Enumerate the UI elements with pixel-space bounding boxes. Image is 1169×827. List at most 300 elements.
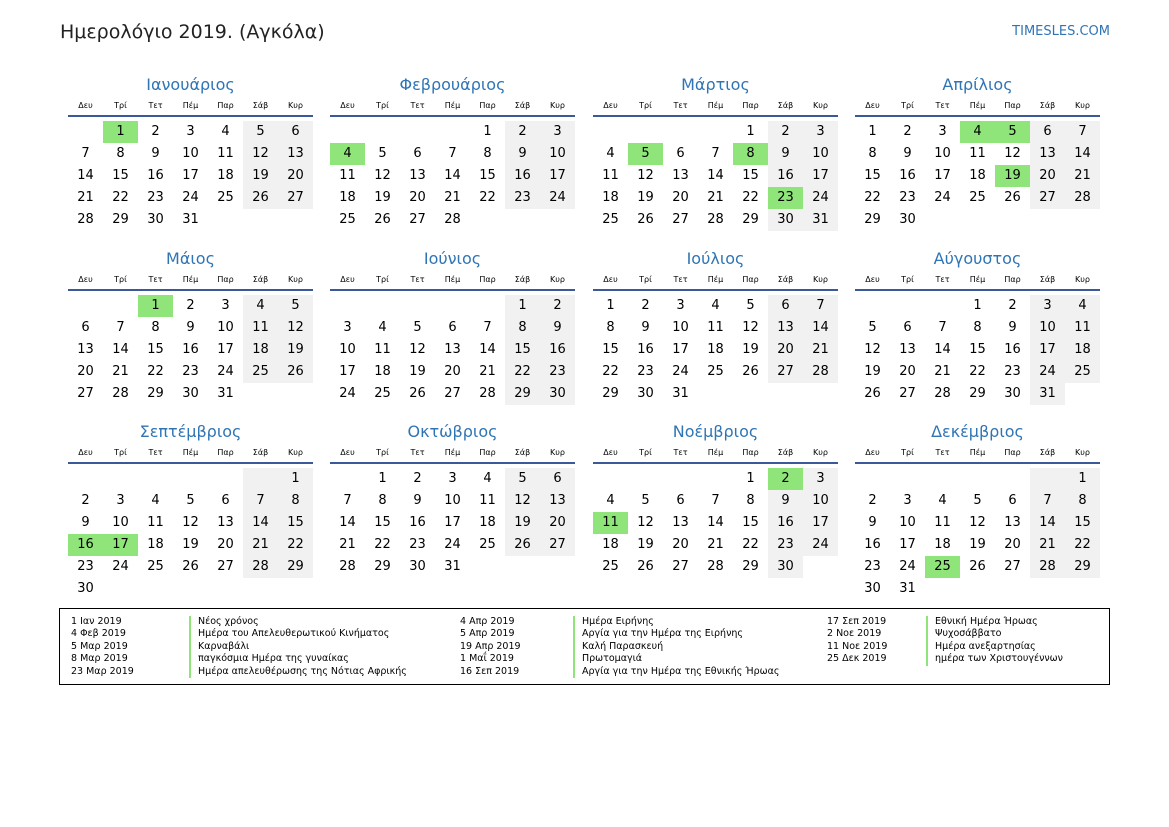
calendar-day[interactable]: 7 [448,146,457,161]
calendar-day[interactable]: 19 [864,364,881,379]
calendar-day[interactable]: 17 [217,342,234,357]
holiday-day[interactable]: 1 [103,121,138,143]
calendar-day[interactable]: 28 [803,361,838,383]
calendar-day[interactable]: 22 [1065,534,1100,556]
calendar-day[interactable]: 11 [243,317,278,339]
calendar-day[interactable]: 9 [903,146,912,161]
calendar-day[interactable]: 25 [1065,361,1100,383]
holiday-day[interactable]: 25 [925,556,960,578]
calendar-day[interactable]: 5 [186,493,195,508]
calendar-day[interactable]: 2 [641,298,650,313]
calendar-day[interactable]: 28 [707,212,724,227]
calendar-day[interactable]: 9 [540,317,575,339]
calendar-day[interactable]: 19 [969,537,986,552]
calendar-day[interactable]: 29 [742,212,759,227]
calendar-day[interactable]: 21 [934,364,951,379]
calendar-day[interactable]: 25 [217,190,234,205]
calendar-day[interactable]: 16 [637,342,654,357]
holiday-day[interactable]: 5 [628,143,663,165]
calendar-day[interactable]: 2 [903,124,912,139]
calendar-day[interactable]: 25 [707,364,724,379]
calendar-day[interactable]: 21 [339,537,356,552]
calendar-day[interactable]: 22 [147,364,164,379]
calendar-day[interactable]: 24 [217,364,234,379]
calendar-day[interactable]: 16 [540,339,575,361]
calendar-day[interactable]: 2 [81,493,90,508]
calendar-day[interactable]: 25 [602,212,619,227]
calendar-day[interactable]: 14 [243,512,278,534]
calendar-day[interactable]: 6 [278,121,313,143]
calendar-day[interactable]: 24 [803,534,838,556]
calendar-day[interactable]: 21 [707,537,724,552]
calendar-day[interactable]: 21 [479,364,496,379]
calendar-day[interactable]: 25 [479,537,496,552]
holiday-day[interactable]: 1 [138,295,173,317]
calendar-day[interactable]: 10 [540,143,575,165]
calendar-day[interactable]: 7 [81,146,90,161]
calendar-day[interactable]: 26 [505,534,540,556]
calendar-day[interactable]: 19 [505,512,540,534]
calendar-day[interactable]: 3 [116,493,125,508]
calendar-day[interactable]: 23 [899,190,916,205]
calendar-day[interactable]: 7 [938,320,947,335]
calendar-day[interactable]: 14 [77,168,94,183]
calendar-day[interactable]: 12 [864,342,881,357]
calendar-day[interactable]: 12 [505,490,540,512]
calendar-day[interactable]: 5 [278,295,313,317]
calendar-day[interactable]: 15 [278,512,313,534]
calendar-day[interactable]: 30 [147,212,164,227]
calendar-day[interactable]: 28 [444,212,461,227]
calendar-day[interactable]: 28 [77,212,94,227]
calendar-day[interactable]: 10 [803,143,838,165]
calendar-day[interactable]: 5 [868,320,877,335]
calendar-day[interactable]: 7 [243,490,278,512]
calendar-day[interactable]: 23 [1004,364,1021,379]
calendar-day[interactable]: 8 [606,320,615,335]
calendar-day[interactable]: 5 [746,298,755,313]
calendar-day[interactable]: 9 [151,146,160,161]
calendar-day[interactable]: 27 [672,559,689,574]
calendar-day[interactable]: 24 [934,190,951,205]
calendar-day[interactable]: 1 [378,471,387,486]
calendar-day[interactable]: 14 [444,168,461,183]
calendar-day[interactable]: 11 [1065,317,1100,339]
calendar-day[interactable]: 31 [217,386,234,401]
calendar-day[interactable]: 25 [374,386,391,401]
calendar-day[interactable]: 19 [409,364,426,379]
calendar-day[interactable]: 20 [217,537,234,552]
calendar-day[interactable]: 28 [243,556,278,578]
calendar-day[interactable]: 7 [116,320,125,335]
calendar-day[interactable]: 3 [1030,295,1065,317]
calendar-day[interactable]: 26 [409,386,426,401]
calendar-day[interactable]: 13 [768,317,803,339]
calendar-day[interactable]: 29 [1065,556,1100,578]
calendar-day[interactable]: 3 [343,320,352,335]
calendar-day[interactable]: 31 [803,209,838,231]
calendar-day[interactable]: 10 [899,515,916,530]
calendar-day[interactable]: 15 [479,168,496,183]
calendar-day[interactable]: 5 [641,493,650,508]
calendar-day[interactable]: 25 [243,361,278,383]
calendar-day[interactable]: 1 [1065,468,1100,490]
calendar-day[interactable]: 27 [409,212,426,227]
holiday-day[interactable]: 17 [103,534,138,556]
calendar-day[interactable]: 19 [278,339,313,361]
holiday-day[interactable]: 5 [995,121,1030,143]
calendar-day[interactable]: 30 [637,386,654,401]
calendar-day[interactable]: 6 [768,295,803,317]
calendar-day[interactable]: 22 [505,361,540,383]
calendar-day[interactable]: 24 [672,364,689,379]
calendar-day[interactable]: 6 [81,320,90,335]
calendar-day[interactable]: 10 [444,493,461,508]
calendar-day[interactable]: 24 [182,190,199,205]
calendar-day[interactable]: 14 [707,168,724,183]
calendar-day[interactable]: 8 [278,490,313,512]
calendar-day[interactable]: 19 [182,537,199,552]
calendar-day[interactable]: 26 [1004,190,1021,205]
calendar-day[interactable]: 27 [77,386,94,401]
calendar-day[interactable]: 31 [1030,383,1065,405]
calendar-day[interactable]: 27 [672,212,689,227]
calendar-day[interactable]: 26 [243,187,278,209]
calendar-day[interactable]: 28 [339,559,356,574]
calendar-day[interactable]: 4 [606,146,615,161]
calendar-day[interactable]: 2 [1008,298,1017,313]
calendar-day[interactable]: 23 [182,364,199,379]
calendar-day[interactable]: 22 [969,364,986,379]
calendar-day[interactable]: 13 [217,515,234,530]
calendar-day[interactable]: 15 [1065,512,1100,534]
calendar-day[interactable]: 17 [899,537,916,552]
calendar-day[interactable]: 14 [707,515,724,530]
calendar-day[interactable]: 13 [1004,515,1021,530]
calendar-day[interactable]: 2 [540,295,575,317]
calendar-day[interactable]: 16 [768,165,803,187]
calendar-day[interactable]: 7 [1065,121,1100,143]
calendar-day[interactable]: 10 [1030,317,1065,339]
calendar-day[interactable]: 3 [221,298,230,313]
calendar-day[interactable]: 7 [711,146,720,161]
calendar-day[interactable]: 18 [479,515,496,530]
calendar-day[interactable]: 10 [803,490,838,512]
calendar-day[interactable]: 24 [899,559,916,574]
calendar-day[interactable]: 16 [768,512,803,534]
calendar-day[interactable]: 19 [243,165,278,187]
calendar-day[interactable]: 4 [151,493,160,508]
calendar-day[interactable]: 10 [217,320,234,335]
calendar-day[interactable]: 6 [676,146,685,161]
calendar-day[interactable]: 26 [374,212,391,227]
calendar-day[interactable]: 31 [444,559,461,574]
calendar-day[interactable]: 23 [864,559,881,574]
calendar-day[interactable]: 15 [112,168,129,183]
calendar-day[interactable]: 4 [938,493,947,508]
calendar-day[interactable]: 13 [1030,143,1065,165]
calendar-day[interactable]: 16 [1004,342,1021,357]
calendar-day[interactable]: 11 [707,320,724,335]
calendar-day[interactable]: 13 [540,490,575,512]
calendar-day[interactable]: 5 [378,146,387,161]
calendar-day[interactable]: 26 [864,386,881,401]
calendar-day[interactable]: 8 [868,146,877,161]
calendar-day[interactable]: 30 [77,581,94,596]
calendar-day[interactable]: 8 [116,146,125,161]
calendar-day[interactable]: 21 [444,190,461,205]
calendar-day[interactable]: 20 [672,190,689,205]
calendar-day[interactable]: 15 [602,342,619,357]
calendar-day[interactable]: 17 [672,342,689,357]
calendar-day[interactable]: 10 [672,320,689,335]
calendar-day[interactable]: 27 [444,386,461,401]
calendar-day[interactable]: 23 [768,534,803,556]
calendar-day[interactable]: 17 [182,168,199,183]
calendar-day[interactable]: 24 [540,187,575,209]
calendar-day[interactable]: 9 [186,320,195,335]
calendar-day[interactable]: 4 [711,298,720,313]
holiday-day[interactable]: 19 [995,165,1030,187]
calendar-day[interactable]: 13 [672,515,689,530]
calendar-day[interactable]: 3 [803,121,838,143]
calendar-day[interactable]: 9 [413,493,422,508]
calendar-day[interactable]: 8 [973,320,982,335]
calendar-day[interactable]: 9 [505,143,540,165]
calendar-day[interactable]: 19 [374,190,391,205]
holiday-day[interactable]: 11 [593,512,628,534]
calendar-day[interactable]: 17 [1030,339,1065,361]
calendar-day[interactable]: 1 [278,468,313,490]
calendar-day[interactable]: 5 [505,468,540,490]
calendar-day[interactable]: 19 [637,537,654,552]
calendar-day[interactable]: 30 [864,581,881,596]
calendar-day[interactable]: 11 [602,168,619,183]
calendar-day[interactable]: 21 [112,364,129,379]
calendar-day[interactable]: 18 [707,342,724,357]
calendar-day[interactable]: 21 [1030,534,1065,556]
calendar-day[interactable]: 3 [938,124,947,139]
calendar-day[interactable]: 17 [803,165,838,187]
calendar-day[interactable]: 20 [77,364,94,379]
calendar-day[interactable]: 11 [934,515,951,530]
calendar-day[interactable]: 27 [278,187,313,209]
calendar-day[interactable]: 11 [147,515,164,530]
calendar-day[interactable]: 8 [1065,490,1100,512]
calendar-day[interactable]: 22 [742,537,759,552]
calendar-day[interactable]: 7 [711,493,720,508]
calendar-day[interactable]: 30 [768,556,803,578]
calendar-day[interactable]: 1 [746,124,755,139]
holiday-day[interactable]: 8 [733,143,768,165]
calendar-day[interactable]: 7 [343,493,352,508]
calendar-day[interactable]: 2 [768,121,803,143]
calendar-day[interactable]: 8 [378,493,387,508]
calendar-day[interactable]: 20 [278,165,313,187]
calendar-day[interactable]: 15 [969,342,986,357]
calendar-day[interactable]: 12 [1004,146,1021,161]
calendar-day[interactable]: 8 [505,317,540,339]
calendar-day[interactable]: 28 [1065,187,1100,209]
calendar-day[interactable]: 3 [540,121,575,143]
calendar-day[interactable]: 29 [864,212,881,227]
calendar-day[interactable]: 20 [540,512,575,534]
calendar-day[interactable]: 12 [374,168,391,183]
calendar-day[interactable]: 26 [637,559,654,574]
calendar-day[interactable]: 26 [742,364,759,379]
calendar-day[interactable]: 24 [444,537,461,552]
calendar-day[interactable]: 30 [768,209,803,231]
site-link[interactable]: TIMESLES.COM [1012,24,1110,39]
calendar-day[interactable]: 17 [540,165,575,187]
holiday-day[interactable]: 2 [768,468,803,490]
calendar-day[interactable]: 11 [374,342,391,357]
calendar-day[interactable]: 16 [505,165,540,187]
calendar-day[interactable]: 12 [969,515,986,530]
calendar-day[interactable]: 16 [182,342,199,357]
calendar-day[interactable]: 1 [746,471,755,486]
calendar-day[interactable]: 21 [1065,165,1100,187]
calendar-day[interactable]: 11 [479,493,496,508]
calendar-day[interactable]: 1 [868,124,877,139]
calendar-day[interactable]: 2 [151,124,160,139]
calendar-day[interactable]: 4 [378,320,387,335]
calendar-day[interactable]: 20 [1030,165,1065,187]
calendar-day[interactable]: 29 [278,556,313,578]
calendar-day[interactable]: 13 [77,342,94,357]
calendar-day[interactable]: 14 [479,342,496,357]
calendar-day[interactable]: 21 [803,339,838,361]
calendar-day[interactable]: 25 [969,190,986,205]
calendar-day[interactable]: 31 [182,212,199,227]
calendar-day[interactable]: 3 [676,298,685,313]
calendar-day[interactable]: 23 [147,190,164,205]
calendar-day[interactable]: 17 [339,364,356,379]
calendar-day[interactable]: 12 [243,143,278,165]
holiday-day[interactable]: 4 [330,143,365,165]
calendar-day[interactable]: 29 [742,559,759,574]
calendar-day[interactable]: 2 [413,471,422,486]
calendar-day[interactable]: 10 [934,146,951,161]
calendar-day[interactable]: 4 [483,471,492,486]
calendar-day[interactable]: 17 [934,168,951,183]
calendar-day[interactable]: 6 [448,320,457,335]
calendar-day[interactable]: 11 [339,168,356,183]
calendar-day[interactable]: 14 [934,342,951,357]
calendar-day[interactable]: 18 [217,168,234,183]
calendar-day[interactable]: 1 [973,298,982,313]
calendar-day[interactable]: 5 [243,121,278,143]
calendar-day[interactable]: 1 [505,295,540,317]
calendar-day[interactable]: 29 [969,386,986,401]
calendar-day[interactable]: 18 [147,537,164,552]
calendar-day[interactable]: 28 [112,386,129,401]
calendar-day[interactable]: 15 [147,342,164,357]
calendar-day[interactable]: 8 [151,320,160,335]
calendar-day[interactable]: 22 [742,190,759,205]
calendar-day[interactable]: 6 [540,468,575,490]
calendar-day[interactable]: 22 [112,190,129,205]
calendar-day[interactable]: 25 [147,559,164,574]
calendar-day[interactable]: 18 [243,339,278,361]
calendar-day[interactable]: 28 [479,386,496,401]
calendar-day[interactable]: 31 [899,581,916,596]
calendar-day[interactable]: 7 [1030,490,1065,512]
calendar-day[interactable]: 12 [637,168,654,183]
calendar-day[interactable]: 18 [969,168,986,183]
holiday-day[interactable]: 16 [68,534,103,556]
calendar-day[interactable]: 10 [339,342,356,357]
calendar-day[interactable]: 13 [409,168,426,183]
calendar-day[interactable]: 2 [505,121,540,143]
calendar-day[interactable]: 6 [1008,493,1017,508]
calendar-day[interactable]: 8 [746,493,755,508]
calendar-day[interactable]: 9 [1008,320,1017,335]
calendar-day[interactable]: 20 [444,364,461,379]
calendar-day[interactable]: 12 [637,515,654,530]
calendar-day[interactable]: 18 [602,537,619,552]
calendar-day[interactable]: 6 [676,493,685,508]
calendar-day[interactable]: 14 [339,515,356,530]
calendar-day[interactable]: 26 [182,559,199,574]
calendar-day[interactable]: 18 [602,190,619,205]
calendar-day[interactable]: 24 [112,559,129,574]
calendar-day[interactable]: 26 [637,212,654,227]
calendar-day[interactable]: 19 [742,342,759,357]
calendar-day[interactable]: 22 [602,364,619,379]
calendar-day[interactable]: 16 [147,168,164,183]
calendar-day[interactable]: 28 [707,559,724,574]
calendar-day[interactable]: 3 [186,124,195,139]
calendar-day[interactable]: 18 [339,190,356,205]
calendar-day[interactable]: 20 [1004,537,1021,552]
calendar-day[interactable]: 23 [409,537,426,552]
calendar-day[interactable]: 15 [742,168,759,183]
calendar-day[interactable]: 23 [637,364,654,379]
calendar-day[interactable]: 24 [1030,361,1065,383]
calendar-day[interactable]: 30 [540,383,575,405]
calendar-day[interactable]: 24 [803,187,838,209]
calendar-day[interactable]: 15 [374,515,391,530]
calendar-day[interactable]: 4 [221,124,230,139]
holiday-day[interactable]: 4 [960,121,995,143]
calendar-day[interactable]: 29 [147,386,164,401]
calendar-day[interactable]: 1 [606,298,615,313]
calendar-day[interactable]: 4 [606,493,615,508]
holiday-day[interactable]: 23 [768,187,803,209]
calendar-day[interactable]: 10 [112,515,129,530]
calendar-day[interactable]: 6 [413,146,422,161]
calendar-day[interactable]: 9 [641,320,650,335]
calendar-day[interactable]: 9 [868,515,877,530]
calendar-day[interactable]: 25 [602,559,619,574]
calendar-day[interactable]: 5 [413,320,422,335]
calendar-day[interactable]: 27 [899,386,916,401]
calendar-day[interactable]: 30 [899,212,916,227]
calendar-day[interactable]: 20 [409,190,426,205]
calendar-day[interactable]: 13 [672,168,689,183]
calendar-day[interactable]: 23 [505,187,540,209]
calendar-day[interactable]: 15 [742,515,759,530]
calendar-day[interactable]: 18 [934,537,951,552]
calendar-day[interactable]: 3 [903,493,912,508]
calendar-day[interactable]: 27 [1004,559,1021,574]
calendar-day[interactable]: 14 [1030,512,1065,534]
calendar-day[interactable]: 9 [768,143,803,165]
calendar-day[interactable]: 26 [969,559,986,574]
calendar-day[interactable]: 18 [1065,339,1100,361]
calendar-day[interactable]: 12 [182,515,199,530]
